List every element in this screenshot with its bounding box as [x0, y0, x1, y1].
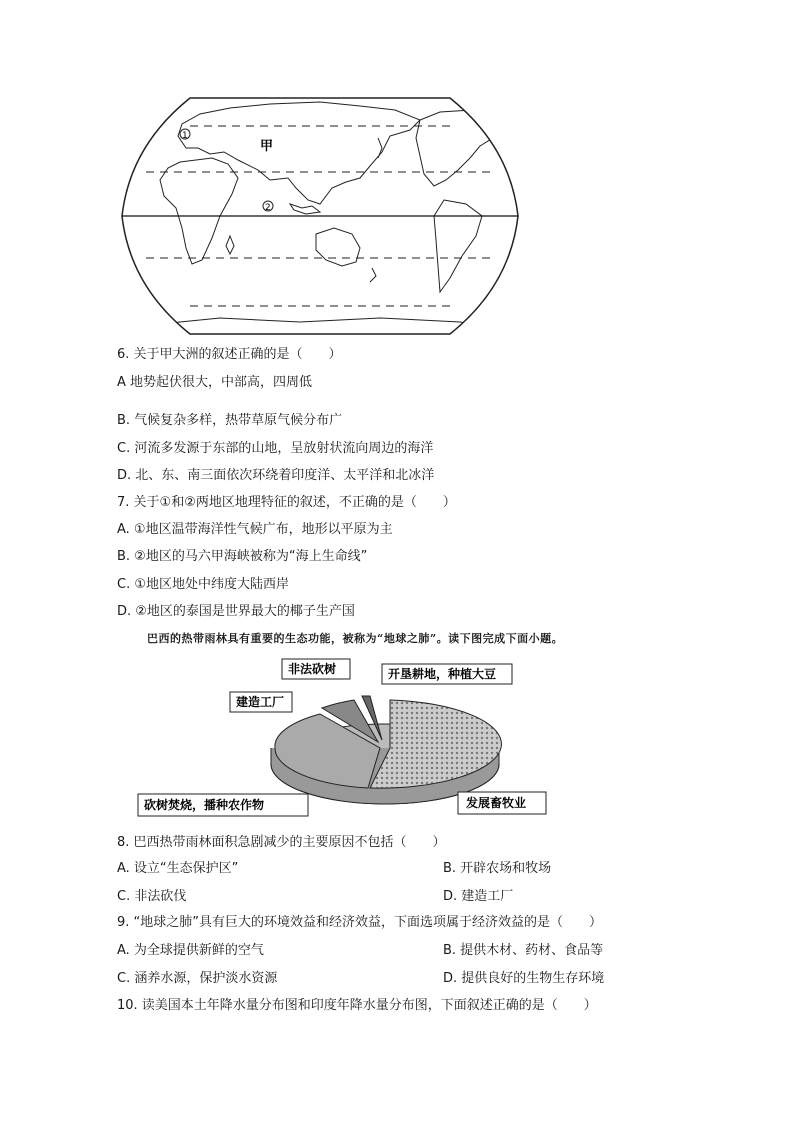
- q8-option-d: D. 建造工厂: [443, 889, 514, 904]
- passage-intro: 巴西的热带雨林具有重要的生态功能，被称为“地球之肺”。读下图完成下面小题。: [147, 632, 564, 645]
- q7-option-d: D. ②地区的泰国是世界最大的椰子生产国: [117, 604, 355, 619]
- label-build-factory: 建造工厂: [236, 695, 285, 709]
- label-reclaim-farmland: 开垦耕地，种植大豆: [388, 667, 497, 681]
- region-marker-1: 1: [182, 131, 188, 141]
- q7-option-b: B. ②地区的马六甲海峡被称为“海上生命线”: [117, 549, 368, 564]
- label-burn-and-plant: 砍树焚烧，播种农作物: [144, 798, 265, 812]
- q9-option-a: A. 为全球提供新鲜的空气: [117, 943, 264, 958]
- q9-option-d: D. 提供良好的生物生存环境: [443, 971, 605, 986]
- world-map-figure: [120, 96, 520, 336]
- q7-option-c: C. ①地区地处中纬度大陆西岸: [117, 577, 289, 592]
- label-illegal-logging: 非法砍树: [288, 662, 337, 676]
- q8-option-b: B. 开辟农场和牧场: [443, 861, 552, 876]
- q7-stem: 7. 关于①和②两地区地理特征的叙述，不正确的是（ ）: [117, 495, 456, 510]
- q9-option-b: B. 提供木材、药材、食品等: [443, 943, 604, 958]
- label-livestock: 发展畜牧业: [466, 796, 527, 810]
- q8-stem: 8. 巴西热带雨林面积急剧减少的主要原因不包括（ ）: [117, 835, 446, 850]
- q8-option-a: A. 设立“生态保护区”: [117, 861, 239, 876]
- q6-option-d: D. 北、东、南三面依次环绕着印度洋、太平洋和北冰洋: [117, 468, 435, 483]
- rainforest-figure: [144, 656, 550, 821]
- q6-stem: 6. 关于甲大洲的叙述正确的是（ ）: [117, 347, 342, 362]
- region-marker-2: 2: [265, 203, 271, 213]
- q10-stem: 10. 读美国本土年降水量分布图和印度年降水量分布图，下面叙述正确的是（ ）: [117, 998, 597, 1013]
- q9-stem: 9. “地球之肺”具有巨大的环境效益和经济效益，下面选项属于经济效益的是（ ）: [117, 915, 603, 930]
- q6-option-c: C. 河流多发源于东部的山地，呈放射状流向周边的海洋: [117, 441, 434, 456]
- q8-option-c: C. 非法砍伐: [117, 889, 187, 904]
- q7-option-a: A. ①地区温带海洋性气候广布，地形以平原为主: [117, 522, 393, 537]
- q6-option-b: B. 气候复杂多样，热带草原气候分布广: [117, 413, 343, 428]
- q9-option-c: C. 涵养水源，保护淡水资源: [117, 971, 278, 986]
- continent-label: 甲: [260, 139, 274, 154]
- q6-option-a: A 地势起伏很大，中部高，四周低: [117, 375, 313, 390]
